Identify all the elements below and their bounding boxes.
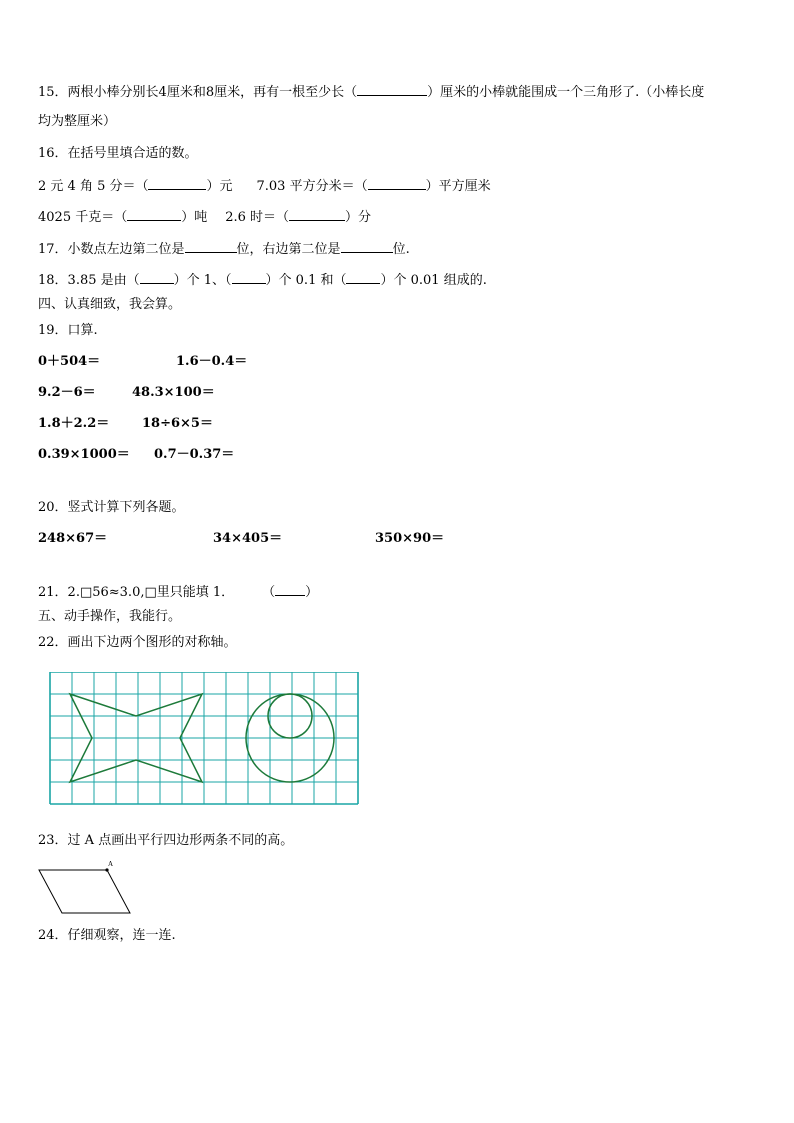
q15-text-a: 15．两根小棒分别长 <box>38 85 159 100</box>
q21-text: 21．2.□56≈3.0,□里只能填 1． <box>38 585 235 600</box>
q15-text-b: 厘米和 <box>166 85 206 100</box>
q15-line2: 均为整厘米） <box>38 114 117 129</box>
q15-num2: 8 <box>205 85 215 100</box>
point-a-label: A <box>108 860 114 868</box>
q15-line1 <box>38 83 704 101</box>
q19-item-2: 1.6－0.4＝ <box>176 354 248 369</box>
q19-item-3: 9.2－6＝ <box>38 385 96 400</box>
q17-text-b: 位，右边第二位是 <box>236 242 341 257</box>
q16-r2a-post: ）吨 <box>181 210 208 225</box>
q18-blank-3[interactable] <box>346 271 380 284</box>
q19-item-1: 0＋504＝ <box>38 354 101 369</box>
q21-paren-close: ） <box>305 585 319 600</box>
q16-r1a-pre: 2 元 4 角 5 分＝（ <box>38 179 149 194</box>
q18-text-b: ）个 1、（ <box>173 273 232 288</box>
q16-r2a-blank[interactable] <box>127 208 181 221</box>
q20-item-1: 248×67＝ <box>38 531 108 546</box>
q21-paren-open: （ <box>262 585 276 600</box>
q16-r1a-blank[interactable] <box>148 177 206 190</box>
q17-text-c: 位. <box>392 242 410 257</box>
q22-title: 22．画出下边两个图形的对称轴。 <box>38 635 237 650</box>
q19-item-5: 1.8＋2.2＝ <box>38 416 110 431</box>
q15-text-c: 厘米，再有一根至少长（ <box>214 85 358 100</box>
q16-title: 16．在括号里填合适的数。 <box>38 146 198 161</box>
q20-item-2: 34×405＝ <box>213 531 283 546</box>
q16-row1 <box>38 177 491 195</box>
q16-r1b-blank[interactable] <box>368 177 426 190</box>
q23-parallelogram-figure[interactable] <box>36 858 136 918</box>
q16-r1b-post: ）平方厘米 <box>425 179 491 194</box>
q23-title: 23．过 A 点画出平行四边形两条不同的高。 <box>38 833 294 848</box>
q21-line <box>38 583 318 601</box>
q22-grid-figure[interactable] <box>48 672 360 808</box>
q18-text-a: 18．3.85 是由（ <box>38 273 140 288</box>
q17-text-a: 17．小数点左边第二位是 <box>38 242 185 257</box>
q16-r2b-blank[interactable] <box>289 208 345 221</box>
q15-answer-blank[interactable] <box>357 83 427 96</box>
q16-r2b-post: ）分 <box>345 210 372 225</box>
q15-text-d: ）厘米的小棒就能围成一个三角形了.（小棒长度 <box>427 85 705 100</box>
q16-row2 <box>38 208 371 226</box>
q21-answer-blank[interactable] <box>275 583 305 596</box>
q19-item-7: 0.39×1000＝ <box>38 447 130 462</box>
q16-r2a-pre: 4025 千克＝（ <box>38 210 128 225</box>
q19-item-8: 0.7－0.37＝ <box>154 447 235 462</box>
q24-title: 24．仔细观察，连一连. <box>38 928 176 943</box>
q19-title: 19．口算. <box>38 323 98 338</box>
q20-title: 20．竖式计算下列各题。 <box>38 500 185 515</box>
q18-text-c: ）个 0.1 和（ <box>265 273 347 288</box>
parallelogram-shape <box>39 870 130 913</box>
q18-line <box>38 271 487 289</box>
q16-r1b-pre: 7.03 平方分米＝（ <box>256 179 368 194</box>
q18-blank-1[interactable] <box>140 271 174 284</box>
q17-blank-1[interactable] <box>185 240 237 253</box>
q15-num1: 4 <box>158 85 167 100</box>
q16-r1a-post: ）元 <box>206 179 233 194</box>
q18-text-d: ）个 0.01 组成的. <box>380 273 487 288</box>
grid-lines <box>50 672 358 804</box>
q18-blank-2[interactable] <box>232 271 266 284</box>
q16-r2b-pre: 2.6 时＝（ <box>225 210 290 225</box>
point-a-dot <box>105 868 108 871</box>
section-5-heading: 五、动手操作，我能行。 <box>38 609 182 624</box>
q17-line <box>38 240 410 258</box>
section-4-heading: 四、认真细致，我会算。 <box>38 297 182 312</box>
q19-item-4: 48.3×100＝ <box>132 385 215 400</box>
q20-item-3: 350×90＝ <box>375 531 445 546</box>
q19-item-6: 18÷6×5＝ <box>142 416 213 431</box>
q17-blank-2[interactable] <box>341 240 393 253</box>
